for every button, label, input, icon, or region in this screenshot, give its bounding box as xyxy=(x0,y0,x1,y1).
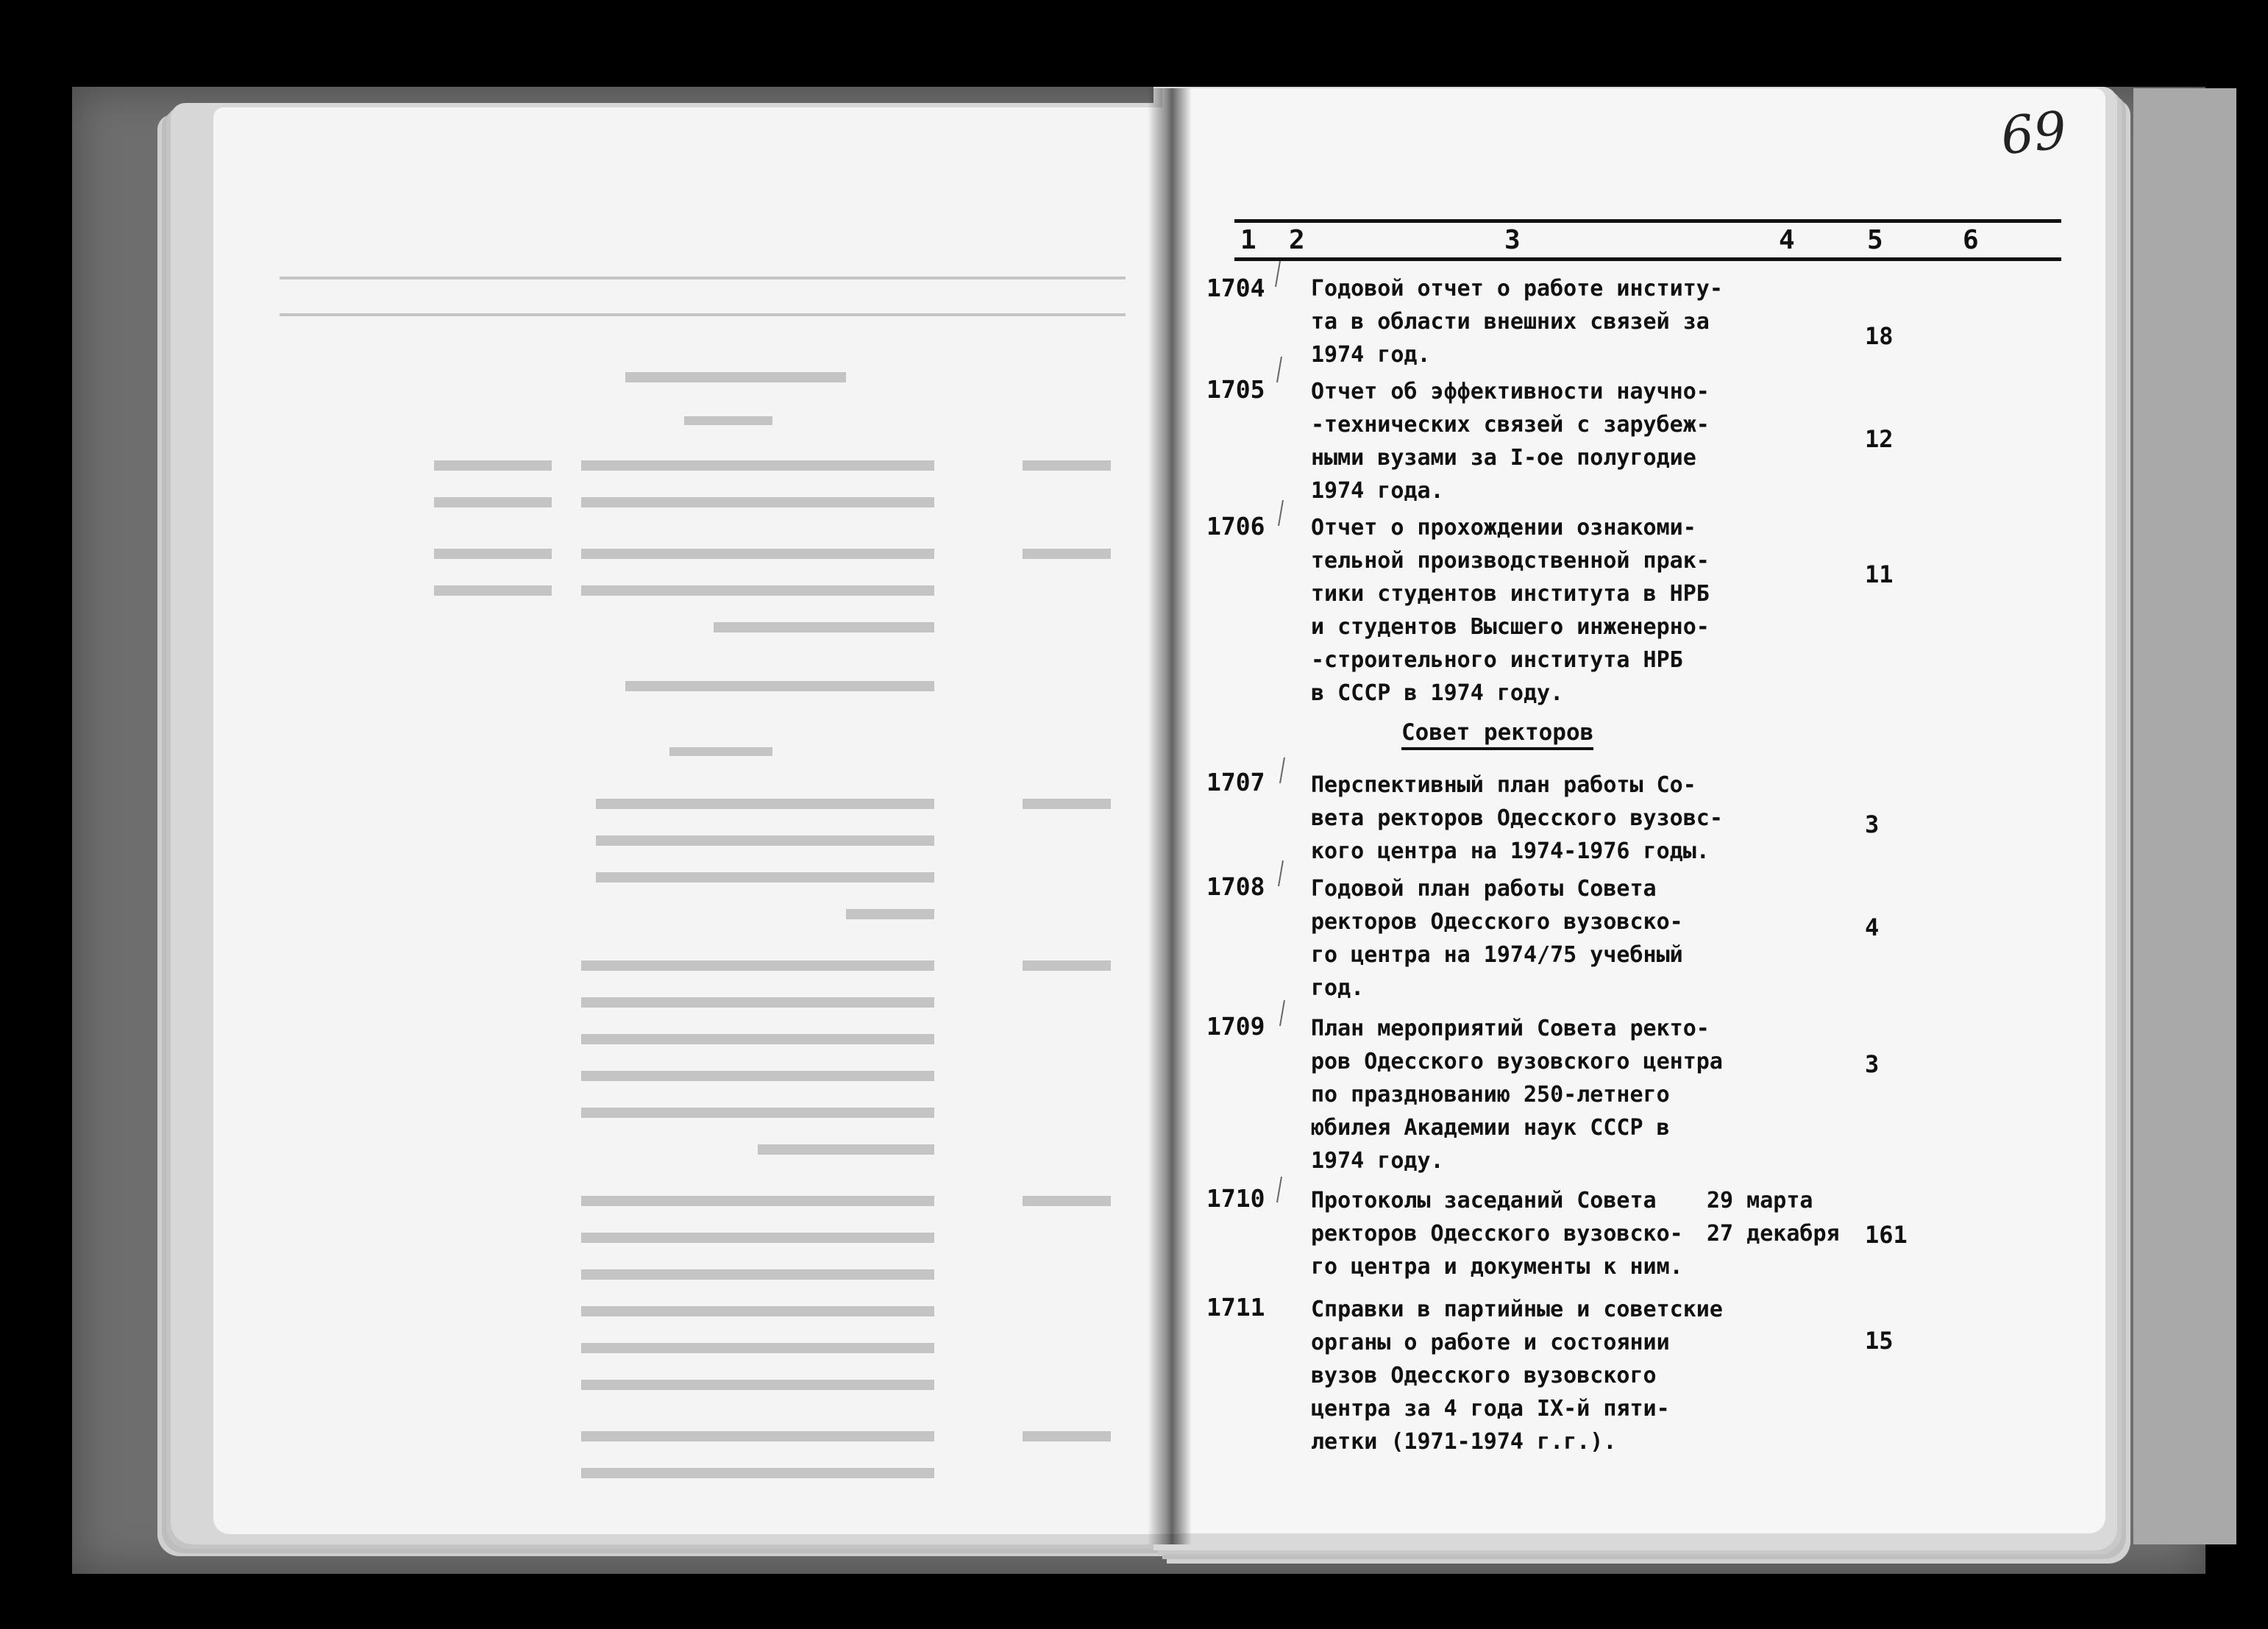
row-title: Годовой отчет о работе институ- та в области внешних связей за 1974 год. xyxy=(1311,276,1723,368)
header-rule-bottom xyxy=(1234,257,2061,261)
row-sheets: 3 xyxy=(1865,1050,1880,1078)
row-dates: 29 марта 27 декабря xyxy=(1707,1188,1840,1247)
col-header-2: 2 xyxy=(1289,225,1305,255)
row-number: 1704 xyxy=(1206,274,1265,302)
row-number: 1711 xyxy=(1206,1293,1265,1322)
row-number: 1705 xyxy=(1206,375,1265,404)
header-rule-top xyxy=(1234,219,2061,223)
row-title: Перспективный план работы Со- вета ректоров Одесского вузовс- кого центра на 1974-1976 годы. xyxy=(1311,772,1723,864)
row-title: Годовой план работы Совета ректоров Одесского вузовско- го центра на 1974/75 учебный год. xyxy=(1311,876,1683,1001)
row-title: Отчет о прохождении ознакоми- тельной производственной прак- тики студентов института в НРБ и студентов Высшего инженерно- -строительного института НРБ в СССР в 1974 году. xyxy=(1311,515,1710,706)
row-title: Отчет об эффективности научно- -технических связей с зарубеж- ными вузами за I-ое полугодие 1974 года. xyxy=(1311,379,1710,504)
folio-number: 69 xyxy=(1997,99,2070,167)
row-title: Справки в партийные и советские органы о работе и состоянии вузов Одесского вузовского центра за 4 года IX-й пяти- летки (1971-1974 г.г.). xyxy=(1311,1297,1723,1455)
section-title: Совет ректоров xyxy=(1401,719,1593,750)
col-header-4: 4 xyxy=(1779,225,1795,255)
row-number: 1706 xyxy=(1206,512,1265,541)
col-header-5: 5 xyxy=(1867,225,1883,255)
row-number: 1710 xyxy=(1206,1184,1265,1213)
bleed-through-texture xyxy=(243,132,1155,1493)
col-header-1: 1 xyxy=(1240,225,1256,255)
row-title: План мероприятий Совета ректо- ров Одесского вузовского центра по празднованию 250-летнего юбилея Академии наук СССР в 1974 году. xyxy=(1311,1016,1723,1174)
pencil-tick-marks xyxy=(1265,257,1295,1324)
row-number: 1708 xyxy=(1206,872,1265,901)
row-sheets: 12 xyxy=(1865,425,1894,453)
row-number: 1709 xyxy=(1206,1012,1265,1041)
row-sheets: 161 xyxy=(1865,1221,1908,1249)
cover-edge xyxy=(2133,88,2236,1544)
row-sheets: 15 xyxy=(1865,1327,1894,1355)
col-header-6: 6 xyxy=(1963,225,1979,255)
row-sheets: 11 xyxy=(1865,560,1894,588)
row-title: Протоколы заседаний Совета ректоров Одесского вузовско- го центра и документы к ним. xyxy=(1311,1188,1683,1280)
row-sheets: 3 xyxy=(1865,810,1880,838)
row-number: 1707 xyxy=(1206,768,1265,796)
col-header-3: 3 xyxy=(1504,225,1521,255)
row-sheets: 4 xyxy=(1865,913,1880,941)
row-sheets: 18 xyxy=(1865,322,1894,350)
book-gutter xyxy=(1148,88,1192,1544)
